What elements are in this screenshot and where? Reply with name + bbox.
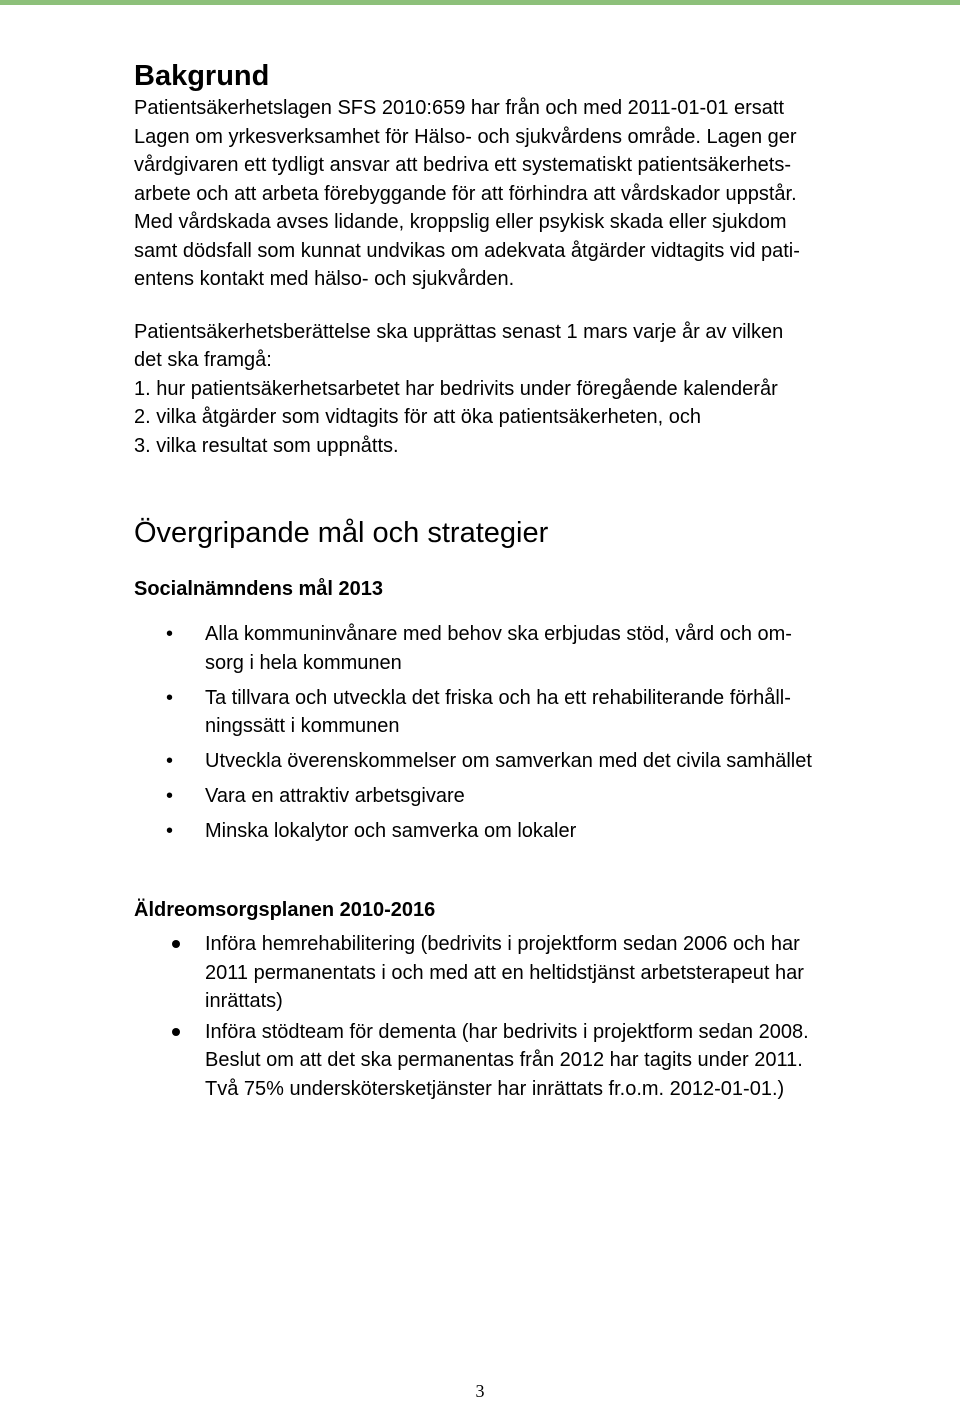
bullet-icon: • xyxy=(166,750,174,772)
subsection-title-aldreomsorgsplanen: Äldreomsorgsplanen 2010-2016 xyxy=(134,899,436,921)
report-requirements xyxy=(134,318,934,461)
paragraph-line: Lagen om yrkesverksamhet för Hälso- och sjukvårdens område. Lagen ger xyxy=(134,125,797,148)
top-accent-rule xyxy=(0,0,960,5)
bullet-dot-icon xyxy=(172,940,180,948)
document-content xyxy=(134,58,934,1105)
paragraph-line: samt dödsfall som kunnat undvikas om adekvata åtgärder vidtagits vid pati- xyxy=(134,239,800,262)
paragraph-line: vårdgivaren ett tydligt ansvar att bedriva ett systematiskt patientsäkerhets- xyxy=(134,154,791,176)
list-item: • Ta tillvara och utveckla det friska och ha ett rehabiliterande förhåll- ningssätt i kommunen xyxy=(134,684,934,741)
report-line: Patientsäkerhetsberättelse ska upprättas senast 1 mars varje år av vilken xyxy=(134,320,784,343)
bullet-icon: • xyxy=(166,686,174,709)
bullet-dot-icon xyxy=(172,1028,180,1036)
paragraph-line: Patientsäkerhetslagen SFS 2010:659 har från och med 2011-01-01 ersatt xyxy=(134,97,785,119)
list-item: • Alla kommuninvånare med behov ska erbjudas stöd, vård och om- sorg i hela kommunen xyxy=(134,620,934,677)
numbered-item: 3. vilka resultat som uppnåtts. xyxy=(134,434,399,457)
list-item: • Utveckla överenskommelser om samverkan med det civila samhället xyxy=(134,747,934,776)
paragraph-line: entens kontakt med hälso- och sjukvården. xyxy=(134,268,515,290)
subsection-title-socialnamnden: Socialnämndens mål 2013 xyxy=(134,578,384,600)
bullet-icon: • xyxy=(166,623,174,645)
numbered-item: 1. hur patientsäkerhetsarbetet har bedrivits under föregående kalenderår xyxy=(134,377,778,400)
social-goals-list xyxy=(134,620,934,846)
list-item: Införa stödteam för dementa (har bedrivits i projektform sedan 2008. Beslut om att det ska permanentas från 2012 har tagits under 2011. Två 75% underskötersketjänster har inrättats fr.o.m. 2012-01-01.) xyxy=(134,1018,934,1104)
bakgrund-paragraph xyxy=(134,94,934,294)
section-title-overgripande: Övergripande mål och strategier xyxy=(134,517,549,549)
report-line: det ska framgå: xyxy=(134,349,272,371)
list-item: • Minska lokalytor och samverka om lokaler xyxy=(134,817,934,846)
list-item: Införa hemrehabilitering (bedrivits i projektform sedan 2006 och har 2011 permanentats i och med att en heltidstjänst arbetsterapeut har inrättats) xyxy=(134,930,934,1016)
list-item: • Vara en attraktiv arbetsgivare xyxy=(134,782,934,811)
aldre-plan-list xyxy=(134,930,934,1103)
bullet-icon: • xyxy=(166,820,174,842)
paragraph-line: Med vårdskada avses lidande, kroppslig eller psykisk skada eller sjukdom xyxy=(134,211,787,233)
section-title-bakgrund: Bakgrund xyxy=(134,60,270,92)
page-number: 3 xyxy=(475,1381,485,1401)
numbered-item: 2. vilka åtgärder som vidtagits för att öka patientsäkerheten, och xyxy=(134,406,701,428)
paragraph-line: arbete och att arbeta förebyggande för att förhindra att vårdskador uppstår. xyxy=(134,182,797,205)
bullet-icon: • xyxy=(166,785,174,807)
